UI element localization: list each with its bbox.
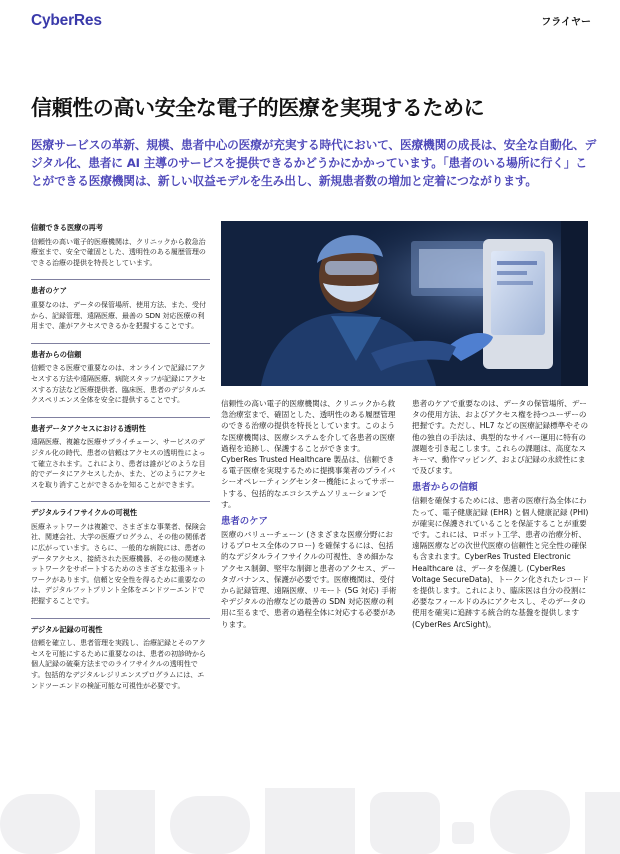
sidebar-body-4: 遠隔医療、複雑な医療サプライチェーン、サービスのデジタル化の時代、患者の信頼はアクセスの透明性によって確立されます。これにより、患者は誰がどのような目的でデータにアクセスしたか、また、どのようにアクセスを取り消すことができるかを知ることができます。 bbox=[31, 438, 206, 489]
sidebar-divider bbox=[31, 501, 210, 502]
sidebar-heading-4: 患者データアクセスにおける透明性 bbox=[31, 423, 146, 433]
main-column-1 bbox=[221, 398, 399, 632]
section-heading-patient-care: 患者のケア bbox=[221, 516, 268, 528]
sidebar-divider bbox=[31, 417, 210, 418]
section-heading-patient-trust: 患者からの信頼 bbox=[412, 482, 478, 494]
main-paragraph: 患者のケアで重要なのは、データの保管場所、データの使用方法、およびアクセス権を持つユーザーの把握です。ただし、HL7 などの医療記録標準やその他の独自の手法は、典型的なサイバー運用に特有の課題を引き起こします。これらの課題は、高度なスキーマ、動作マッピング、および記録の永続性にまで及びます。 bbox=[412, 399, 589, 476]
document-type-label: フライヤー bbox=[541, 17, 591, 28]
sidebar-body-3: 信頼できる医療で重要なのは、オンラインで記録にアクセスする方法や遠隔医療、病院スタッフが記録にアクセスする方法など医療提供者、臨床医、患者のデジタルエクスペリエンス全体を安全に提供することです。 bbox=[31, 364, 206, 405]
sidebar-divider bbox=[31, 279, 210, 280]
sidebar-heading-5: デジタルライフサイクルの可視性 bbox=[31, 508, 138, 518]
sidebar-body-2: 重要なのは、データの保管場所、使用方法、また、受付から、記録管理、遠隔医療、最善の SDN 対応医療の利用まで、誰がアクセスできるかを把握することです。 bbox=[31, 300, 206, 331]
main-column-2 bbox=[412, 398, 590, 632]
sidebar-divider bbox=[31, 343, 210, 344]
main-paragraph: 信頼性の高い電子的医療機関は、クリニックから救急治療室まで、確固とした、透明性のある履歴管理のできる治療の提供を特長としています。このような医療機関は、医療システムを介して各患者の医療過程を追跡し、保護することができます。CyberRes Trusted Healthcare 製品は、信頼できる電子医療を実現するために提携事業者のプライバシーオペレーティングセンター機能によってサポートする、包括的なエコシステムソリューションです。 bbox=[221, 399, 396, 509]
main-paragraph: 信頼を確保するためには、患者の医療行為全体にわたって、電子健康記録 (EHR) と個人健康記録 (PHI) が確実に保護されていることを保証することが重要です。これには、ロボット工学、患者の治療分析、遠隔医療などの次世代医療の信頼性と完全性の確保も含まれます。CyberRes Trusted Electronic Healthcare は、データを保護し (CyberRes Voltage SecureData)、トークン化されたレコードを提供します。これにより、臨床医は自分の役割に必要なフィールドのみにアクセスし、そのデータの使用を確実に追跡する統合的な基盤を提供します (CyberRes ArcSight)。 bbox=[412, 496, 589, 629]
sidebar-body-6: 信頼を確立し、患者管理を実践し、治療記録とそのアクセスを可能にするために重要なのは、患者の初診時から個人記録の破棄方法までのライフサイクルの透明性です。包括的なデジタルレジリエンスプログラムには、エンドツーエンドの検証可能な可視性が必要です。 bbox=[31, 639, 206, 690]
sidebar-heading-1: 信頼できる医療の再考 bbox=[31, 223, 103, 232]
sidebar-heading-6: デジタル記録の可視性 bbox=[31, 624, 103, 634]
sidebar bbox=[31, 223, 210, 702]
main-paragraph: 医療のバリューチェーン (さまざまな医療分野におけるプロセス全体のフロー) を確保するには、包括的なデジタルライフサイクルの可視性、きめ細かなアクセス制御、堅牢な制御と患者のアクセス、データガバナンス、保護が必要です。医療機関は、受付から記録管理、遠隔医療、リモート (5G 対応) 手術やデジタルの治療などの最善の SDN 対応医療の利用に至るまで、患者の過程全体に対応する必要があります。 bbox=[221, 530, 397, 629]
cyberres-logo: CyberRes bbox=[31, 12, 102, 29]
sidebar-body-1: 信頼性の高い電子的医療機関は、クリニックから救急治療室まで、安全で確固とした、透明性のある履歴管理のできる治療の提供を特長としています。 bbox=[31, 237, 206, 267]
lead-paragraph: 医療サービスの革新、規模、患者中心の医療が充実する時代において、医療機関の成長は、安全な自動化、デジタル化、患者に AI 主導のサービスを提供できるかどうかにかかっています。「患者のいる場所に行く」ことができる医療機関は、新しい収益モデルを生み出し、新規患者数の増加と定着につながります。 bbox=[31, 138, 597, 188]
sidebar-body-5: 医療ネットワークは複雑で、さまざまな事業者、保険会社、関連会社、大学の医療プログラム、その他の関係者に広がっています。さらに、一般的な病院には、患者のデータアクセス、接続された医療機器、その他の関連ネットワークをサポートするためのさまざまな拡張ネットワークがあります。信頼と安全性を得るために重要なのは、デジタルフットプリント全体をエンドツーエンドで把握することです。 bbox=[31, 522, 207, 606]
page-title: 信頼性の高い安全な電子的医療を実現するために bbox=[31, 96, 485, 120]
doctor-photo bbox=[221, 221, 588, 386]
watermark-graphic bbox=[0, 782, 620, 854]
sidebar-heading-2: 患者のケア bbox=[31, 286, 67, 296]
sidebar-heading-3: 患者からの信頼 bbox=[31, 349, 82, 359]
sidebar-divider bbox=[31, 618, 210, 619]
